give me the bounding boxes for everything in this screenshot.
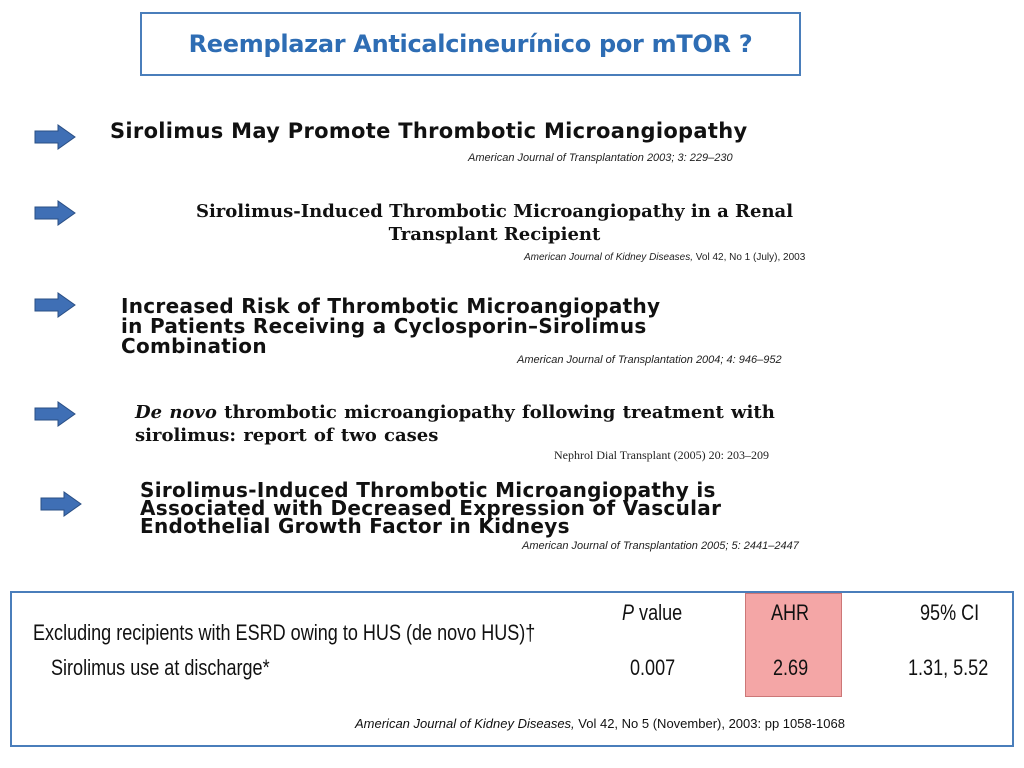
p-rest: value — [634, 600, 683, 625]
arrow-right-icon — [34, 292, 76, 318]
reference-title-line: Combination — [121, 334, 267, 358]
reference-title-line: in Patients Receiving a Cyclosporin–Sirolimus — [121, 314, 647, 338]
arrow-right-icon — [40, 491, 82, 517]
reference-title — [127, 200, 862, 246]
column-header-ci: 95% CI — [920, 600, 980, 625]
table-cell-p-value: 0.007 — [630, 655, 676, 680]
reference-title — [135, 401, 775, 447]
table-cell-ci: 1.31, 5.52 — [908, 655, 989, 680]
reference-title — [121, 296, 660, 356]
table-cell-ahr: 2.69 — [773, 655, 809, 680]
reference-title-line — [135, 401, 775, 424]
table-footnote — [355, 716, 845, 731]
reference-title — [140, 478, 722, 538]
reference-source: American Journal of Transplantation 2003; 3: 229–230 — [468, 152, 733, 164]
reference-title-line: Associated with Decreased Expression of Vascular — [140, 496, 722, 520]
reference-title-line: Transplant Recipient — [388, 224, 601, 245]
title-rest: thrombotic microangiopathy following treatment with — [216, 402, 775, 423]
journal-details: Vol 42, No 5 (November), 2003: pp 1058-1068 — [574, 716, 845, 731]
reference-title — [110, 121, 747, 141]
reference-title-line: sirolimus: report of two cases — [135, 425, 439, 446]
journal-details: Vol 42, No 1 (July), 2003 — [692, 252, 806, 263]
arrow-right-icon — [34, 401, 76, 427]
reference-title-line: Endothelial Growth Factor in Kidneys — [140, 514, 570, 538]
arrow-right-icon — [34, 124, 76, 150]
p-italic: P — [622, 600, 635, 625]
reference-title-line: Increased Risk of Thrombotic Microangiopathy — [121, 294, 661, 318]
journal-name: American Journal of Kidney Diseases, — [355, 716, 575, 731]
reference-source — [524, 252, 805, 263]
reference-title-line: Sirolimus-Induced Thrombotic Microangiopathy is — [140, 478, 716, 502]
reference-source: American Journal of Transplantation 2005; 5: 2441–2447 — [522, 540, 799, 552]
arrow-right-icon — [34, 200, 76, 226]
table-section-label: Excluding recipients with ESRD owing to HUS (de novo HUS)† — [33, 620, 536, 645]
column-header-ahr: AHR — [771, 600, 810, 625]
journal-name: American Journal of Kidney Diseases, — [524, 252, 693, 263]
reference-title-line: Sirolimus-Induced Thrombotic Microangiopathy in a Renal — [195, 201, 794, 222]
reference-source: Nephrol Dial Transplant (2005) 20: 203–209 — [554, 448, 769, 462]
reference-source: American Journal of Transplantation 2004; 4: 946–952 — [517, 354, 782, 366]
page-title: Reemplazar Anticalcineurínico por mTOR ? — [188, 30, 753, 58]
column-header-p-value — [622, 600, 682, 626]
reference-title-line: Sirolimus May Promote Thrombotic Microangiopathy — [110, 119, 748, 143]
table-row-label: Sirolimus use at discharge* — [51, 655, 270, 680]
title-box — [140, 12, 801, 76]
title-italic-part: De novo — [135, 402, 217, 423]
